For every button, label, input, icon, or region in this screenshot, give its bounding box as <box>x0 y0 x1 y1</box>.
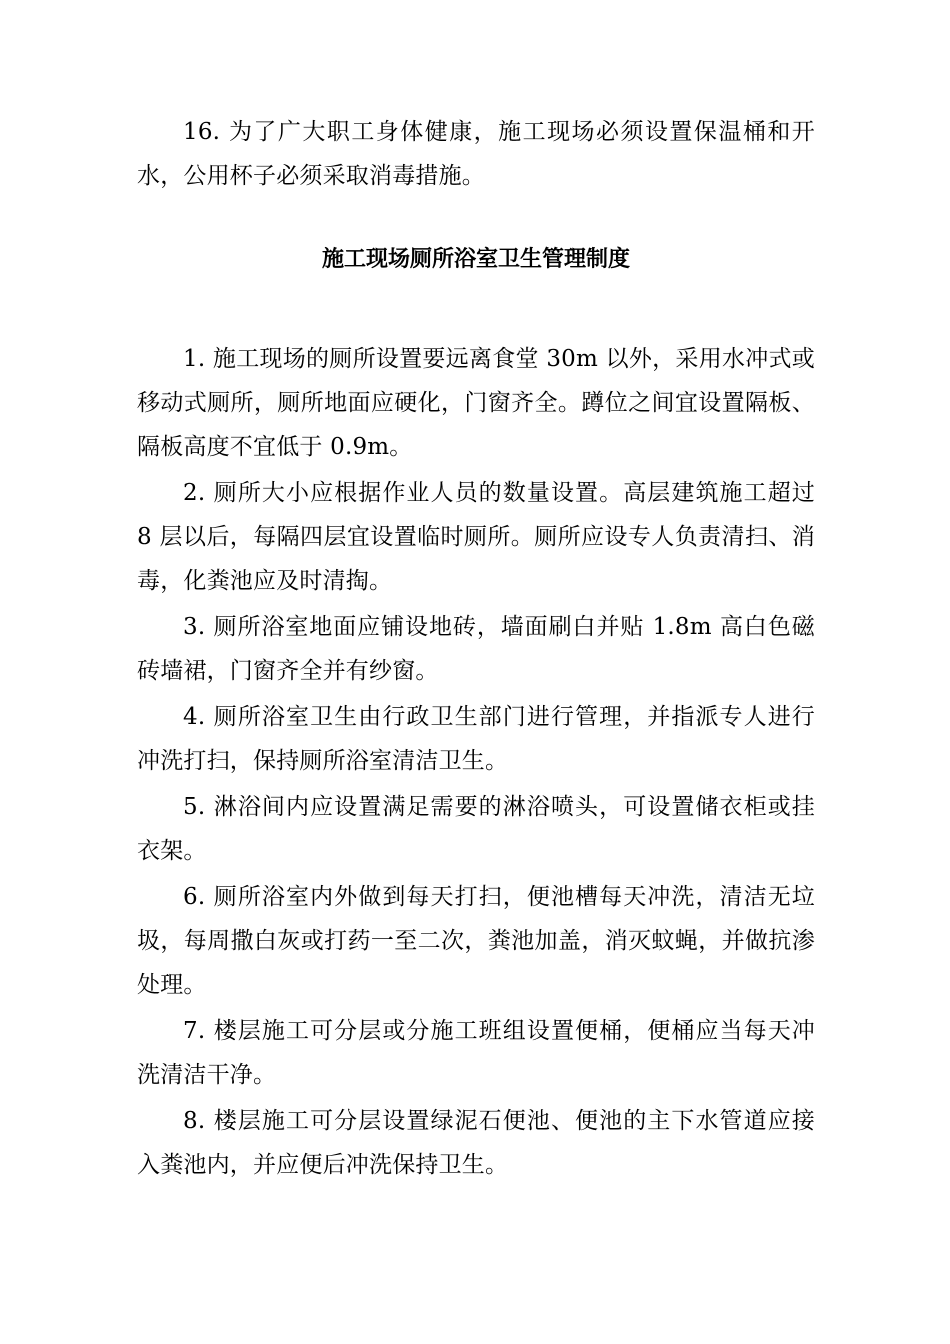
document-body <box>137 110 815 1189</box>
list-item: 6. 厕所浴室内外做到每天打扫，便池槽每天冲洗，清洁无垃圾，每周撒白灰或打药一至二次，粪池加盖，消灭蚊蝇，并做抗渗处理。 <box>137 884 815 998</box>
list-item: 7. 楼层施工可分层或分施工班组设置便桶，便桶应当每天冲洗清洁干净。 <box>137 1018 815 1088</box>
list-item: 1. 施工现场的厕所设置要远离食堂 30m 以外，采用水冲式或移动式厕所，厕所地面应硬化，门窗齐全。蹲位之间宜设置隔板、隔板高度不宜低于 0.9m。 <box>137 346 815 460</box>
list-item: 3. 厕所浴室地面应铺设地砖，墙面刷白并贴 1.8m 高白色磁砖墙裙，门窗齐全并有纱窗。 <box>137 614 815 684</box>
list-item: 2. 厕所大小应根据作业人员的数量设置。高层建筑施工超过 8 层以后，每隔四层宜设置临时厕所。厕所应设专人负责清扫、消毒，化粪池应及时清掏。 <box>137 480 815 594</box>
list-item: 5. 淋浴间内应设置满足需要的淋浴喷头，可设置储衣柜或挂衣架。 <box>137 794 815 864</box>
list-item: 4. 厕所浴室卫生由行政卫生部门进行管理，并指派专人进行冲洗打扫，保持厕所浴室清洁卫生。 <box>137 704 815 774</box>
section-title: 施工现场厕所浴室卫生管理制度 <box>321 247 630 272</box>
list-item: 8. 楼层施工可分层设置绿泥石便池、便池的主下水管道应接入粪池内，并应便后冲洗保持卫生。 <box>137 1108 815 1178</box>
intro-paragraph: 16. 为了广大职工身体健康，施工现场必须设置保温桶和开水，公用杯子必须采取消毒措施。 <box>137 119 815 189</box>
